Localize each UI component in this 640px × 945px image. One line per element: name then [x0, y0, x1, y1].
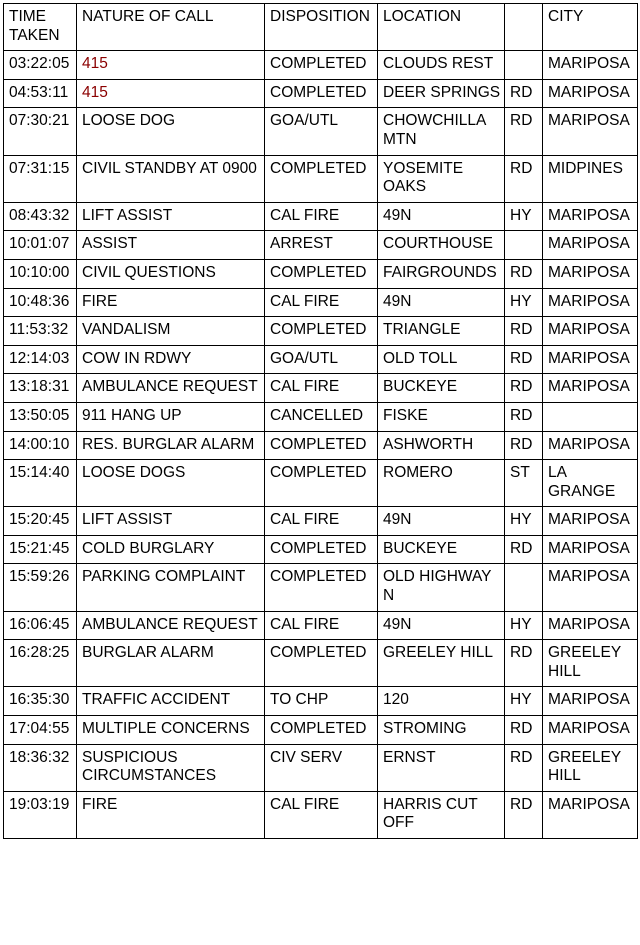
nature-cell: LOOSE DOG	[77, 108, 265, 155]
nature-cell: AMBULANCE REQUEST	[77, 374, 265, 403]
location-cell: STROMING	[378, 716, 505, 745]
street-suffix-cell: RD	[505, 535, 543, 564]
disposition-cell: COMPLETED	[265, 716, 378, 745]
city-cell: MARIPOSA	[543, 202, 638, 231]
time-cell: 08:43:32	[4, 202, 77, 231]
disposition-cell: COMPLETED	[265, 259, 378, 288]
location-cell: 49N	[378, 611, 505, 640]
nature-cell: COW IN RDWY	[77, 345, 265, 374]
city-cell: MARIPOSA	[543, 687, 638, 716]
time-cell: 15:14:40	[4, 460, 77, 507]
city-cell: MARIPOSA	[543, 317, 638, 346]
street-suffix-cell	[505, 51, 543, 80]
city-cell: MARIPOSA	[543, 231, 638, 260]
location-cell: 120	[378, 687, 505, 716]
city-cell: MARIPOSA	[543, 51, 638, 80]
table-row	[4, 51, 638, 80]
header-nature-of-call: NATURE OF CALL	[77, 4, 265, 51]
time-cell: 13:18:31	[4, 374, 77, 403]
street-suffix-cell: RD	[505, 640, 543, 687]
table-row	[4, 259, 638, 288]
table-row	[4, 791, 638, 838]
time-cell: 15:59:26	[4, 564, 77, 611]
nature-cell: FIRE	[77, 791, 265, 838]
location-cell: 49N	[378, 507, 505, 536]
disposition-cell: CAL FIRE	[265, 611, 378, 640]
nature-cell: RES. BURGLAR ALARM	[77, 431, 265, 460]
street-suffix-cell: RD	[505, 374, 543, 403]
street-suffix-cell: HY	[505, 507, 543, 536]
disposition-cell: COMPLETED	[265, 564, 378, 611]
time-cell: 12:14:03	[4, 345, 77, 374]
table-row	[4, 202, 638, 231]
location-cell: COURTHOUSE	[378, 231, 505, 260]
nature-cell: CIVIL QUESTIONS	[77, 259, 265, 288]
street-suffix-cell: RD	[505, 155, 543, 202]
time-cell: 19:03:19	[4, 791, 77, 838]
table-row	[4, 155, 638, 202]
table-row	[4, 345, 638, 374]
location-cell: OLD TOLL	[378, 345, 505, 374]
street-suffix-cell: RD	[505, 108, 543, 155]
nature-cell: LOOSE DOGS	[77, 460, 265, 507]
location-cell: DEER SPRINGS	[378, 79, 505, 108]
nature-cell: MULTIPLE CONCERNS	[77, 716, 265, 745]
location-cell: CHOWCHILLA MTN	[378, 108, 505, 155]
table-row	[4, 507, 638, 536]
city-cell: MARIPOSA	[543, 374, 638, 403]
time-cell: 10:01:07	[4, 231, 77, 260]
nature-cell: 415	[77, 51, 265, 80]
city-cell: MARIPOSA	[543, 507, 638, 536]
street-suffix-cell: RD	[505, 402, 543, 431]
street-suffix-cell: HY	[505, 288, 543, 317]
table-row	[4, 317, 638, 346]
header-time-taken: TIME TAKEN	[4, 4, 77, 51]
table-row	[4, 744, 638, 791]
location-cell: YOSEMITE OAKS	[378, 155, 505, 202]
table-row	[4, 535, 638, 564]
time-cell: 04:53:11	[4, 79, 77, 108]
location-cell: TRIANGLE	[378, 317, 505, 346]
time-cell: 14:00:10	[4, 431, 77, 460]
street-suffix-cell: RD	[505, 744, 543, 791]
header-row	[4, 4, 638, 51]
city-cell: MARIPOSA	[543, 611, 638, 640]
city-cell: GREELEY HILL	[543, 744, 638, 791]
time-cell: 03:22:05	[4, 51, 77, 80]
disposition-cell: CAL FIRE	[265, 791, 378, 838]
nature-cell: CIVIL STANDBY AT 0900	[77, 155, 265, 202]
time-cell: 11:53:32	[4, 317, 77, 346]
table-row	[4, 231, 638, 260]
time-cell: 10:48:36	[4, 288, 77, 317]
time-cell: 07:30:21	[4, 108, 77, 155]
time-cell: 13:50:05	[4, 402, 77, 431]
disposition-cell: COMPLETED	[265, 79, 378, 108]
street-suffix-cell: RD	[505, 317, 543, 346]
disposition-cell: COMPLETED	[265, 640, 378, 687]
nature-cell: AMBULANCE REQUEST	[77, 611, 265, 640]
street-suffix-cell: RD	[505, 431, 543, 460]
location-cell: ROMERO	[378, 460, 505, 507]
street-suffix-cell	[505, 564, 543, 611]
header-city: CITY	[543, 4, 638, 51]
time-cell: 15:20:45	[4, 507, 77, 536]
disposition-cell: CAL FIRE	[265, 507, 378, 536]
city-cell: MARIPOSA	[543, 288, 638, 317]
disposition-cell: GOA/UTL	[265, 108, 378, 155]
disposition-cell: ARREST	[265, 231, 378, 260]
table-row	[4, 288, 638, 317]
city-cell: LA GRANGE	[543, 460, 638, 507]
disposition-cell: GOA/UTL	[265, 345, 378, 374]
table-row	[4, 640, 638, 687]
city-cell: MARIPOSA	[543, 79, 638, 108]
location-cell: BUCKEYE	[378, 535, 505, 564]
location-cell: 49N	[378, 202, 505, 231]
disposition-cell: COMPLETED	[265, 155, 378, 202]
time-cell: 07:31:15	[4, 155, 77, 202]
disposition-cell: COMPLETED	[265, 535, 378, 564]
header-street-suffix	[505, 4, 543, 51]
street-suffix-cell: HY	[505, 687, 543, 716]
nature-cell: COLD BURGLARY	[77, 535, 265, 564]
disposition-cell: TO CHP	[265, 687, 378, 716]
time-cell: 10:10:00	[4, 259, 77, 288]
table-row	[4, 402, 638, 431]
time-cell: 16:06:45	[4, 611, 77, 640]
city-cell: MARIPOSA	[543, 716, 638, 745]
disposition-cell: COMPLETED	[265, 460, 378, 507]
city-cell: MARIPOSA	[543, 345, 638, 374]
disposition-cell: CAL FIRE	[265, 374, 378, 403]
call-log-body	[4, 51, 638, 839]
nature-cell: BURGLAR ALARM	[77, 640, 265, 687]
city-cell: MARIPOSA	[543, 791, 638, 838]
city-cell: MARIPOSA	[543, 431, 638, 460]
street-suffix-cell	[505, 231, 543, 260]
nature-cell: FIRE	[77, 288, 265, 317]
table-row	[4, 564, 638, 611]
location-cell: CLOUDS REST	[378, 51, 505, 80]
time-cell: 15:21:45	[4, 535, 77, 564]
street-suffix-cell: RD	[505, 345, 543, 374]
nature-cell: PARKING COMPLAINT	[77, 564, 265, 611]
nature-cell: TRAFFIC ACCIDENT	[77, 687, 265, 716]
street-suffix-cell: RD	[505, 716, 543, 745]
street-suffix-cell: HY	[505, 611, 543, 640]
location-cell: FISKE	[378, 402, 505, 431]
nature-cell: SUSPICIOUS CIRCUMSTANCES	[77, 744, 265, 791]
time-cell: 16:35:30	[4, 687, 77, 716]
table-row	[4, 687, 638, 716]
location-cell: BUCKEYE	[378, 374, 505, 403]
table-row	[4, 611, 638, 640]
table-row	[4, 716, 638, 745]
header-location: LOCATION	[378, 4, 505, 51]
location-cell: ASHWORTH	[378, 431, 505, 460]
city-cell	[543, 402, 638, 431]
location-cell: ERNST	[378, 744, 505, 791]
street-suffix-cell: RD	[505, 259, 543, 288]
city-cell: MARIPOSA	[543, 564, 638, 611]
call-log-table	[3, 3, 638, 839]
disposition-cell: CAL FIRE	[265, 202, 378, 231]
table-row	[4, 79, 638, 108]
table-row	[4, 460, 638, 507]
disposition-cell: COMPLETED	[265, 51, 378, 80]
city-cell: MARIPOSA	[543, 108, 638, 155]
street-suffix-cell: RD	[505, 791, 543, 838]
nature-cell: 911 HANG UP	[77, 402, 265, 431]
street-suffix-cell: HY	[505, 202, 543, 231]
disposition-cell: COMPLETED	[265, 317, 378, 346]
nature-cell: 415	[77, 79, 265, 108]
nature-cell: ASSIST	[77, 231, 265, 260]
nature-cell: VANDALISM	[77, 317, 265, 346]
table-row	[4, 431, 638, 460]
city-cell: MIDPINES	[543, 155, 638, 202]
disposition-cell: COMPLETED	[265, 431, 378, 460]
location-cell: FAIRGROUNDS	[378, 259, 505, 288]
disposition-cell: CANCELLED	[265, 402, 378, 431]
location-cell: HARRIS CUT OFF	[378, 791, 505, 838]
street-suffix-cell: ST	[505, 460, 543, 507]
city-cell: GREELEY HILL	[543, 640, 638, 687]
nature-cell: LIFT ASSIST	[77, 507, 265, 536]
nature-cell: LIFT ASSIST	[77, 202, 265, 231]
city-cell: MARIPOSA	[543, 259, 638, 288]
location-cell: OLD HIGHWAY N	[378, 564, 505, 611]
table-row	[4, 108, 638, 155]
time-cell: 17:04:55	[4, 716, 77, 745]
disposition-cell: CIV SERV	[265, 744, 378, 791]
disposition-cell: CAL FIRE	[265, 288, 378, 317]
time-cell: 16:28:25	[4, 640, 77, 687]
header-disposition: DISPOSITION	[265, 4, 378, 51]
location-cell: GREELEY HILL	[378, 640, 505, 687]
time-cell: 18:36:32	[4, 744, 77, 791]
table-row	[4, 374, 638, 403]
city-cell: MARIPOSA	[543, 535, 638, 564]
street-suffix-cell: RD	[505, 79, 543, 108]
location-cell: 49N	[378, 288, 505, 317]
